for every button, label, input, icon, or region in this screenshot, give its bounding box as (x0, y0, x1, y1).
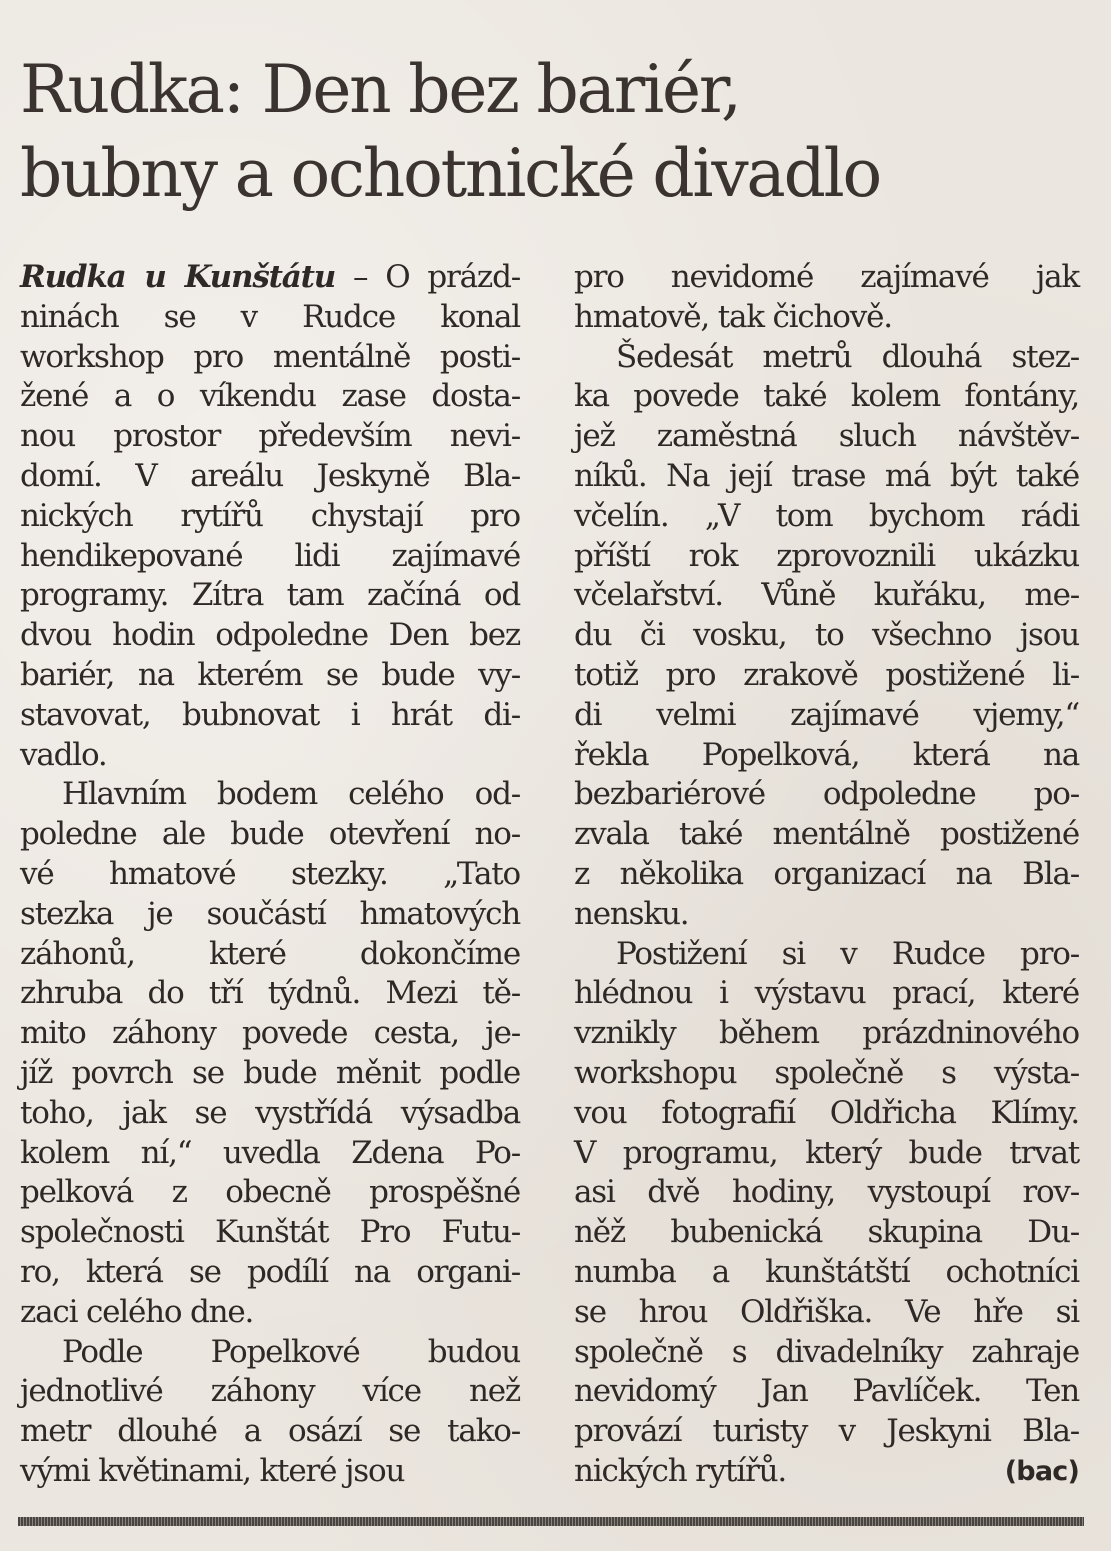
article-line: Postižení si v Rudce pro- (616, 935, 1079, 972)
article-line: hendikepované lidi zajímavé (20, 537, 520, 574)
article-line: jednotlivé záhony více než (20, 1373, 520, 1410)
article-line: se hrou Oldřiška. Ve hře si (574, 1293, 1079, 1330)
article-dateline: Rudka u Kunštátu (20, 259, 336, 295)
article-line: provází turisty v Jeskyni Bla- (574, 1413, 1079, 1450)
article-paragraph (20, 775, 520, 1332)
article-line: workshopu společně s výsta- (574, 1054, 1079, 1091)
article-line: mito záhony povede cesta, je- (20, 1015, 520, 1052)
article-line: jíž povrch se bude měnit podle (20, 1054, 520, 1091)
article-line: nensku. (574, 895, 689, 932)
article-line: Hlavním bodem celého od- (62, 776, 520, 813)
article-line: du či vosku, to všechno jsou (574, 617, 1079, 654)
article-headline (20, 48, 1090, 216)
article-line: nou prostor především nevi- (20, 418, 520, 455)
article-line: vznikly během prázdninového (574, 1015, 1079, 1052)
article-line: hmatově, tak čichově. (574, 298, 892, 335)
article-line: včelařství. Vůně kuřáku, me- (574, 577, 1079, 614)
article-line: ninách se v Rudce konal (20, 298, 520, 335)
article-line: vé hmatové stezky. „Tato (20, 855, 520, 892)
article-line: žené a o víkendu zase dosta- (20, 378, 520, 415)
article-line-text: – O prázd- (335, 259, 520, 295)
article-line: bariér, na kterém se bude vy- (20, 656, 520, 693)
author-byline: (bac) (1004, 1455, 1079, 1487)
article-line (574, 1452, 1079, 1492)
article-paragraph (574, 338, 1079, 935)
article-line: V programu, který bude trvat (574, 1134, 1079, 1171)
article-line: dvou hodin odpoledne Den bez (20, 617, 520, 654)
article-line: něž bubenická skupina Du- (574, 1214, 1079, 1251)
article-paragraph (20, 1333, 520, 1492)
article-line: totiž pro zrakově postižené li- (574, 656, 1079, 693)
article-line: kolem ní,“ uvedla Zdena Po- (20, 1134, 520, 1171)
article-line: Šedesát metrů dlouhá stez- (616, 338, 1079, 375)
bottom-rule (18, 1517, 1084, 1526)
article-paragraph (574, 935, 1079, 1492)
article-line: hlédnou i výstavu prací, které (574, 975, 1079, 1012)
article-line-text: nických rytířů. (574, 1452, 787, 1489)
article-line: di velmi zajímavé vjemy,“ (574, 696, 1079, 733)
article-line: stavovat, bubnovat i hrát di- (20, 696, 520, 733)
article-line: vými květinami, které jsou (20, 1452, 405, 1489)
article-line: jež zaměstná sluch návštěv- (574, 418, 1079, 455)
article-line: toho, jak se vystřídá výsadba (20, 1094, 520, 1131)
article-line: nevidomý Jan Pavlíček. Ten (574, 1373, 1079, 1410)
article-line: příští rok zprovoznili ukázku (574, 537, 1079, 574)
article-line: Podle Popelkové budou (62, 1333, 520, 1370)
article-line: vadlo. (20, 736, 107, 773)
article-column-right (574, 258, 1079, 1492)
article-line: stezka je součástí hmatových (20, 895, 520, 932)
article-line: asi dvě hodiny, vystoupí rov- (574, 1174, 1079, 1211)
article-line: domí. V areálu Jeskyně Bla- (20, 457, 520, 494)
article-line: níků. Na její trase má být také (574, 457, 1079, 494)
article-line: numba a kunštátští ochotníci (574, 1253, 1079, 1290)
article-line: společnosti Kunštát Pro Futu- (20, 1214, 520, 1251)
article-line: zvala také mentálně postižené (574, 816, 1079, 853)
article-line: z několika organizací na Bla- (574, 855, 1079, 892)
article-line: pro nevidomé zajímavé jak (574, 259, 1079, 295)
article-line: zhruba do tří týdnů. Mezi tě- (20, 975, 520, 1012)
article-line: nických rytířů chystají pro (20, 497, 520, 534)
article-line: včelín. „V tom bychom rádi (574, 497, 1079, 534)
headline-line: Rudka: Den bez bariér, (20, 51, 740, 128)
article-line: ka povede také kolem fontány, (574, 378, 1079, 415)
article-line: vou fotografií Oldřicha Klímy. (574, 1094, 1079, 1131)
article-line: metr dlouhé a osází se tako- (20, 1413, 520, 1450)
article-paragraph (20, 258, 520, 775)
article-line (20, 258, 520, 298)
article-line: společně s divadelníky zahraje (574, 1333, 1079, 1370)
article-line: bezbariérové odpoledne po- (574, 776, 1079, 813)
article-line: záhonů, které dokončíme (20, 935, 520, 972)
article-line: ro, která se podílí na organi- (20, 1253, 520, 1290)
article-column-left (20, 258, 520, 1492)
article-line: pelková z obecně prospěšné (20, 1174, 520, 1211)
headline-line: bubny a ochotnické divadlo (20, 135, 881, 212)
article-line: programy. Zítra tam začíná od (20, 577, 520, 614)
article-line: workshop pro mentálně posti- (20, 338, 520, 375)
article-line: zaci celého dne. (20, 1293, 254, 1330)
article-paragraph (574, 258, 1079, 338)
article-line: řekla Popelková, která na (574, 736, 1079, 773)
article-line: poledne ale bude otevření no- (20, 816, 520, 853)
